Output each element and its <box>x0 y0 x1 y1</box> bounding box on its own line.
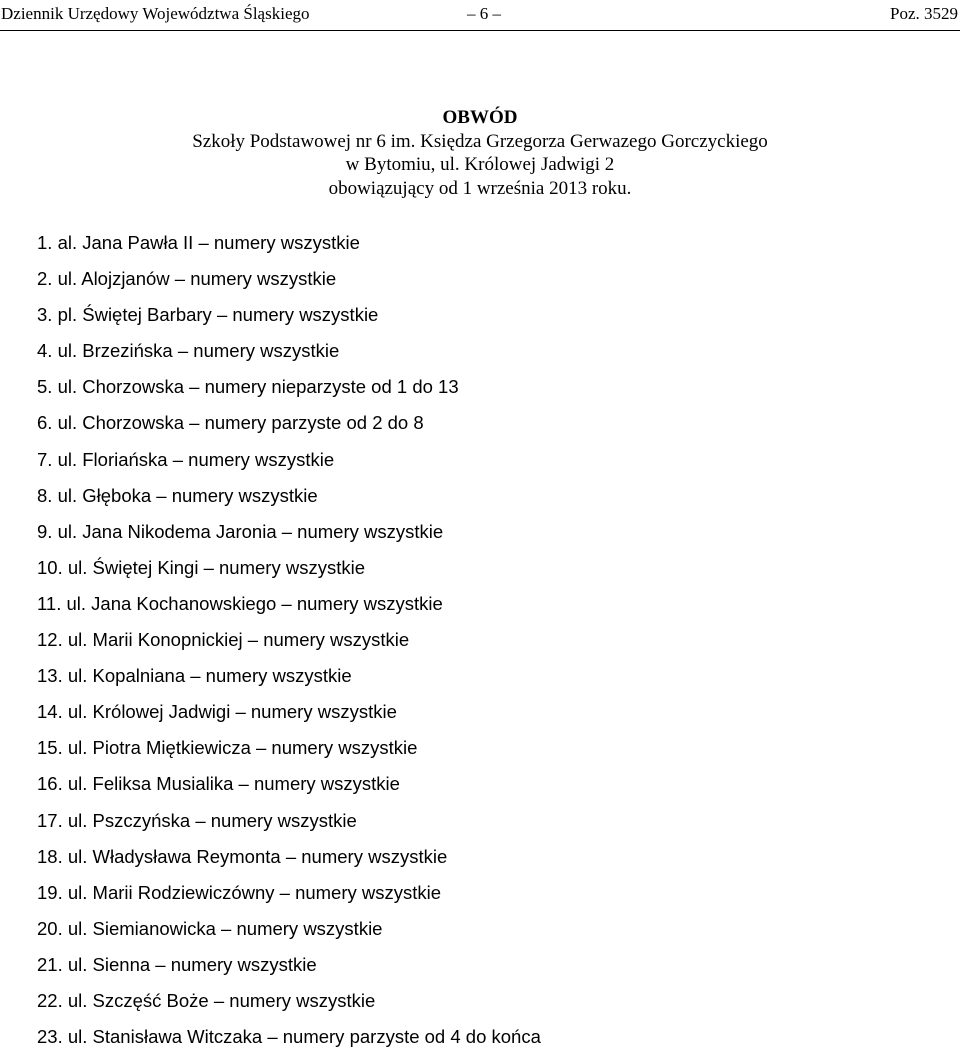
list-item: 11. ul. Jana Kochanowskiego – numery wszystkie <box>37 592 443 614</box>
title-block <box>0 106 960 200</box>
header-divider <box>0 30 960 31</box>
document-title: OBWÓD <box>442 107 518 128</box>
list-item: 15. ul. Piotra Miętkiewicza – numery wszystkie <box>37 737 418 759</box>
list-item: 19. ul. Marii Rodziewiczówny – numery wszystkie <box>37 881 442 903</box>
list-item: 21. ul. Sienna – numery wszystkie <box>37 953 317 975</box>
list-item: 18. ul. Władysława Reymonta – numery wszystkie <box>37 845 448 867</box>
list-item: 16. ul. Feliksa Musialika – numery wszystkie <box>37 773 400 795</box>
list-item: 2. ul. Alojzjanów – numery wszystkie <box>37 268 337 290</box>
page-header <box>0 0 960 26</box>
effective-date: obowiązujący od 1 września 2013 roku. <box>328 177 632 199</box>
list-item: 14. ul. Królowej Jadwigi – numery wszystkie <box>37 701 397 723</box>
list-item: 23. ul. Stanisława Witczaka – numery parzyste od 4 do końca <box>37 1026 541 1048</box>
page-number: – 6 – <box>467 4 501 23</box>
list-item: 1. al. Jana Pawła II – numery wszystkie <box>37 232 360 253</box>
list-item: 6. ul. Chorzowska – numery parzyste od 2 do 8 <box>37 412 424 434</box>
position-number: Poz. 3529 <box>890 4 958 23</box>
journal-title: Dziennik Urzędowy Województwa Śląskiego <box>1 4 310 23</box>
list-item: 7. ul. Floriańska – numery wszystkie <box>37 448 335 470</box>
list-item: 13. ul. Kopalniana – numery wszystkie <box>37 665 352 687</box>
list-item: 9. ul. Jana Nikodema Jaronia – numery wszystkie <box>37 520 444 542</box>
list-item: 10. ul. Świętej Kingi – numery wszystkie <box>37 556 365 578</box>
list-item: 22. ul. Szczęść Boże – numery wszystkie <box>37 989 376 1011</box>
list-item: 17. ul. Pszczyńska – numery wszystkie <box>37 809 357 831</box>
list-item: 3. pl. Świętej Barbary – numery wszystkie <box>37 304 379 326</box>
list-item: 20. ul. Siemianowicka – numery wszystkie <box>37 917 383 939</box>
school-address: w Bytomiu, ul. Królowej Jadwigi 2 <box>345 154 615 175</box>
school-name: Szkoły Podstawowej nr 6 im. Księdza Grzegorza Gerwazego Gorczyckiego <box>192 130 768 152</box>
list-item: 12. ul. Marii Konopnickiej – numery wszystkie <box>37 629 410 651</box>
list-item: 4. ul. Brzezińska – numery wszystkie <box>37 340 340 362</box>
list-item: 8. ul. Głęboka – numery wszystkie <box>37 484 318 506</box>
street-list <box>37 232 541 1062</box>
list-item: 5. ul. Chorzowska – numery nieparzyste od 1 do 13 <box>37 376 459 398</box>
